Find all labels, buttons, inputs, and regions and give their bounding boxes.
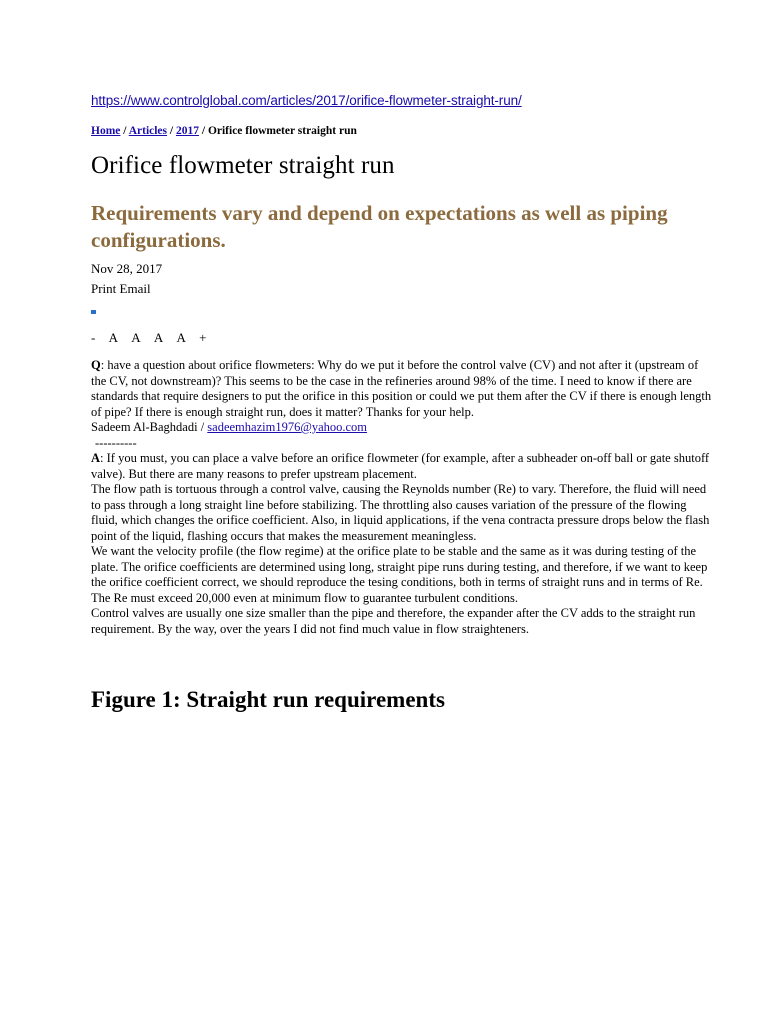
question-paragraph [91, 358, 713, 420]
breadcrumb-articles-link[interactable]: Articles [128, 125, 168, 137]
figure-heading: Figure 1: Straight run requirements [91, 687, 445, 712]
question-label: Q [91, 358, 101, 372]
article-subtitle: Requirements vary and depend on expectations as well as piping configurations. [91, 201, 668, 252]
breadcrumb-separator: / [123, 125, 129, 137]
author-email-link[interactable]: sadeemhazim1976@yahoo.com [207, 420, 368, 434]
answer-text: : If you must, you can place a valve before an orifice flowmeter (for example, after a subheader on-off ball or gate shutoff valve). But there are many reasons to prefer upstream placement. [91, 451, 710, 481]
body-paragraph-3: Control valves are usually one size smaller than the pipe and therefore, the expander after the CV adds to the straight run requirement. By the way, over the years I did not find much value in flow straighteners. [91, 606, 696, 636]
breadcrumb-home-link[interactable]: Home [91, 125, 121, 137]
breadcrumb-separator: / [201, 125, 208, 137]
breadcrumb-separator: / [169, 125, 176, 137]
breadcrumb-year-link[interactable]: 2017 [175, 125, 199, 137]
font-size-a-2-button[interactable]: A [131, 330, 141, 345]
breadcrumb [91, 125, 357, 137]
font-size-a-3-button[interactable]: A [153, 330, 164, 345]
author-name: Sadeem Al-Baghdadi / [91, 420, 205, 434]
author-line [91, 420, 713, 436]
article-body [91, 358, 713, 637]
font-increase-button[interactable]: + [199, 330, 207, 345]
body-paragraph-2: We want the velocity profile (the flow regime) at the orifice plate to be stable and the same as it was during testing of the plate. The orifice coefficients are determined using long, straight pipe runs during testing, and therefore, if we want to keep the orifice coefficient correct, we should reproduce the tesing conditions, both in terms of straight runs and in terms of Re. The Re must exceed 20,000 even at minimum flow to guarantee turbulent conditions. [91, 544, 708, 605]
answer-label: A [91, 451, 101, 465]
source-url-link[interactable]: https://www.controlglobal.com/articles/2017/orifice-flowmeter-straight-run/ [91, 93, 522, 108]
font-decrease-button[interactable]: - [91, 330, 96, 345]
article-date: Nov 28, 2017 [91, 261, 163, 276]
qa-divider: ---------- [95, 435, 137, 450]
body-paragraph-1: The flow path is tortuous through a control valve, causing the Reynolds number (Re) to vary. Therefore, the fluid will need to pass through a long straight line before stabilizing. The throttling also causes variation of the pressure of the flowing fluid, which changes the orifice coefficient. Also, in liquid applications, if the vena contracta pressure drops below the flash point of the liquid, flashing occurs that makes the measurement meaningless. [91, 482, 710, 543]
font-size-a-4-button[interactable]: A [176, 330, 186, 345]
breadcrumb-current: Orifice flowmeter straight run [207, 125, 357, 137]
print-email-links[interactable]: Print Email [91, 281, 151, 296]
font-size-controls [91, 330, 217, 346]
font-size-a-1-button[interactable]: A [108, 330, 118, 345]
page-title: Orifice flowmeter straight run [91, 152, 395, 179]
blue-marker-icon [91, 310, 96, 314]
question-text: : have a question about orifice flowmeters: Why do we put it before the control valve (CV) and not after it (upstream of the CV, not downstream)? This seems to be the case in the refineries around 98% of the time. I need to know if there are standards that require designers to put the orifice in this position or could we put them after the CV if there is enough length of pipe? If there is enough straight run, does it matter? Thanks for your help. [91, 358, 712, 419]
answer-paragraph [91, 451, 713, 482]
